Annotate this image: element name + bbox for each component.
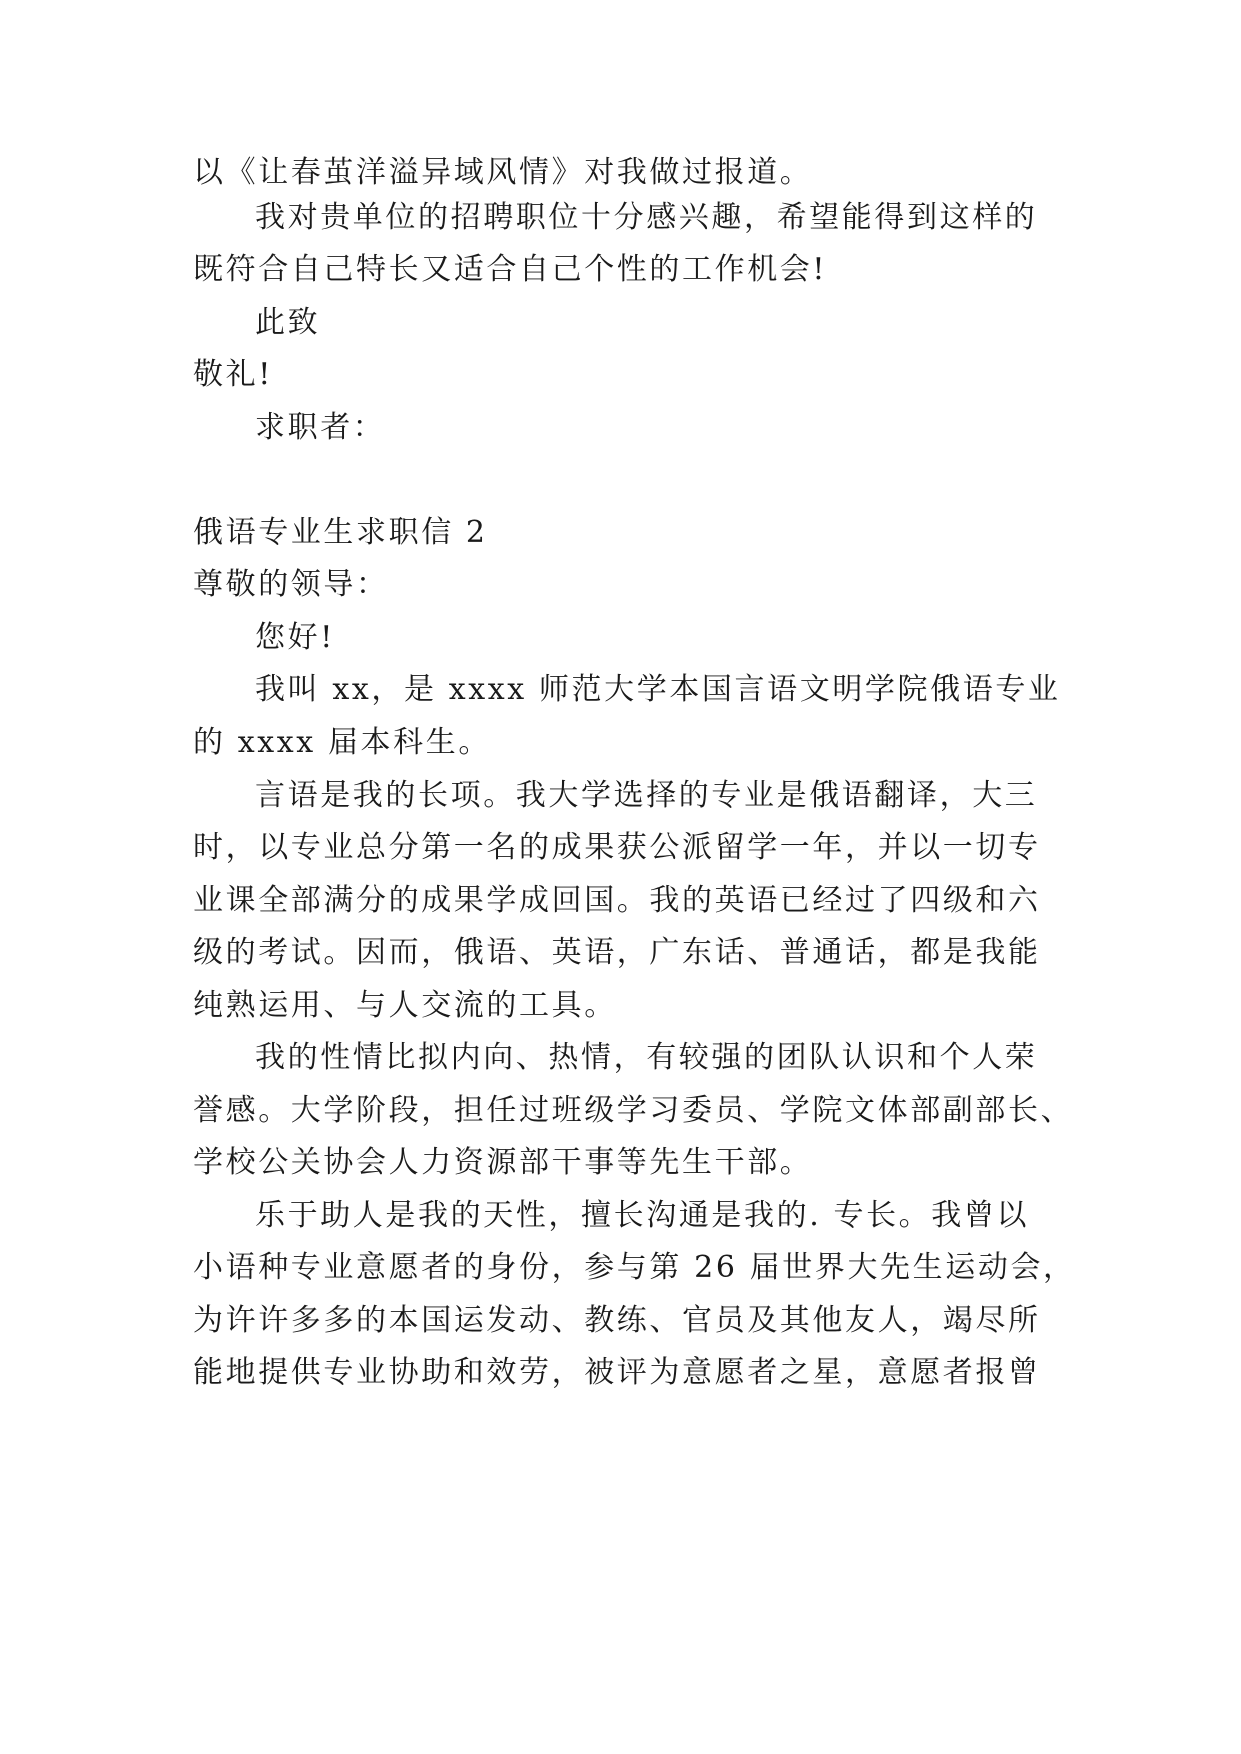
text-line: 乐于助人是我的天性，擅长沟通是我的. 专长。我曾以 (255, 1198, 1030, 1233)
text-line: 我对贵单位的招聘职位十分感兴趣，希望能得到这样的 (255, 200, 1038, 235)
text-line: 业课全部满分的成果学成回国。我的英语已经过了四级和六 (193, 883, 1041, 918)
text-line: 以《让春茧洋溢异域风情》对我做过报道。 (193, 155, 813, 190)
text-line: 能地提供专业协助和效劳，被评为意愿者之星，意愿者报曾 (193, 1355, 1041, 1390)
text-line: 誉感。大学阶段，担任过班级学习委员、学院文体部副部长、 (193, 1093, 1074, 1128)
greeting: 尊敬的领导： (193, 567, 389, 602)
text-line: 学校公关协会人力资源部干事等先生干部。 (193, 1145, 813, 1180)
closing-salutation: 此致 (255, 305, 321, 340)
signature-label: 求职者： (255, 410, 386, 445)
closing-respect: 敬礼! (193, 357, 273, 392)
text-line: 既符合自己特长又适合自己个性的工作机会! (193, 252, 828, 287)
text-line: 级的考试。因而，俄语、英语，广东话、普通话，都是我能 (193, 935, 1041, 970)
text-line: 小语种专业意愿者的身份，参与第 26 届世界大先生运动会， (193, 1250, 1076, 1285)
text-line: 我叫 xx，是 xxxx 师范大学本国言语文明学院俄语专业 (255, 672, 1061, 707)
text-line: 纯熟运用、与人交流的工具。 (193, 988, 617, 1023)
text-line: 时，以专业总分第一名的成果获公派留学一年，并以一切专 (193, 830, 1041, 865)
letter-title: 俄语专业生求职信 2 (193, 515, 488, 550)
text-line: 言语是我的长项。我大学选择的专业是俄语翻译，大三 (255, 778, 1038, 813)
greeting-hello: 您好! (255, 620, 335, 655)
text-line: 的 xxxx 届本科生。 (193, 725, 491, 760)
text-line: 我的性情比拟内向、热情，有较强的团队认识和个人荣 (255, 1040, 1038, 1075)
text-line: 为许许多多的本国运发动、教练、官员及其他友人，竭尽所 (193, 1303, 1041, 1338)
